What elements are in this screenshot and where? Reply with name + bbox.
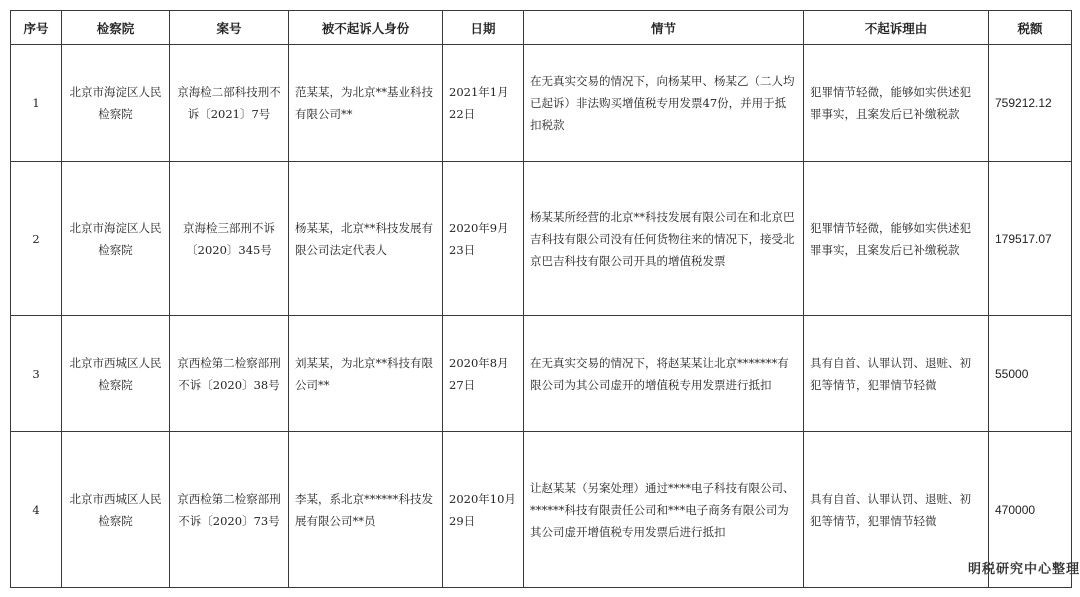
- cell-tax: 55000: [989, 316, 1072, 432]
- cell-seq: 4: [11, 432, 62, 588]
- cell-case-no: 京海检三部刑不诉〔2020〕345号: [170, 161, 289, 316]
- cell-reason: 犯罪情节轻微，能够如实供述犯罪事实，且案发后已补缴税款: [804, 161, 989, 316]
- table-header-row: [11, 11, 1072, 45]
- cell-tax: 179517.07: [989, 161, 1072, 316]
- header-tax: 税额: [989, 11, 1072, 45]
- cell-case-no: 京海检二部科技刑不诉〔2021〕7号: [170, 45, 289, 162]
- table-row: [11, 432, 1072, 588]
- cell-reason: 具有自首、认罪认罚、退赃、初犯等情节，犯罪情节轻微: [810, 491, 971, 528]
- cell-procuratorate: 北京市西城区人民检察院: [62, 432, 170, 588]
- header-seq: 序号: [11, 11, 62, 45]
- cell-person: 范某某，为北京**基业科技有限公司**: [289, 45, 443, 162]
- cell-facts: 杨某某所经营的北京**科技发展有限公司在和北京巴吉科技有限公司没有任何货物往来的情况下，接受北京巴吉科技有限公司开具的增值税发票: [524, 161, 804, 316]
- source-watermark: 明税研究中心整理: [967, 562, 1080, 577]
- cell-procuratorate: 北京市西城区人民检察院: [62, 316, 170, 432]
- cell-case-no: 京西检第二检察部刑不诉〔2020〕38号: [170, 316, 289, 432]
- header-reason: 不起诉理由: [804, 11, 989, 45]
- cell-seq: 2: [11, 161, 62, 316]
- table-row: [11, 161, 1072, 316]
- cell-person: 杨某某，北京**科技发展有限公司法定代表人: [289, 161, 443, 316]
- cell-date: 2020年8月27日: [443, 316, 524, 432]
- header-date: 日期: [443, 11, 524, 45]
- cell-procuratorate: 北京市海淀区人民检察院: [62, 161, 170, 316]
- header-procuratorate: 检察院: [62, 11, 170, 45]
- cell-facts: 在无真实交易的情况下，将赵某某让北京*******有限公司为其公司虚开的增值税专用发票进行抵扣: [524, 316, 804, 432]
- header-facts: 情节: [524, 11, 804, 45]
- header-person: 被不起诉人身份: [289, 11, 443, 45]
- cell-tax: 759212.12: [989, 45, 1072, 162]
- cell-date: 2020年10月29日: [443, 432, 524, 588]
- cell-seq: 1: [11, 45, 62, 162]
- cell-seq: 3: [11, 316, 62, 432]
- cell-date: 2020年9月23日: [443, 161, 524, 316]
- cell-facts: 在无真实交易的情况下，向杨某甲、杨某乙（二人均已起诉）非法购买增值税专用发票47份，并用于抵扣税款: [524, 45, 804, 162]
- non-prosecution-cases-table: [10, 10, 1080, 588]
- cell-person: 刘某某，为北京**科技有限公司**: [289, 316, 443, 432]
- cell-procuratorate: 北京市海淀区人民检察院: [62, 45, 170, 162]
- header-case-no: 案号: [170, 11, 289, 45]
- cell-person: 李某，系北京******科技发展有限公司**员: [289, 432, 443, 588]
- cell-reason: 具有自首、认罪认罚、退赃、初犯等情节，犯罪情节轻微: [804, 316, 989, 432]
- cell-date: 2021年1月22日: [443, 45, 524, 162]
- cell-facts: 让赵某某（另案处理）通过****电子科技有限公司、******科技有限责任公司和***电子商务有限公司为其公司虚开增值税专用发票后进行抵扣: [524, 432, 804, 588]
- cell-tax: 470000: [989, 432, 1072, 588]
- table-row: [11, 316, 1072, 432]
- table-row: [11, 45, 1072, 162]
- cell-reason: 犯罪情节轻微，能够如实供述犯罪事实，且案发后已补缴税款: [804, 45, 989, 162]
- cell-case-no: 京西检第二检察部刑不诉〔2020〕73号: [170, 432, 289, 588]
